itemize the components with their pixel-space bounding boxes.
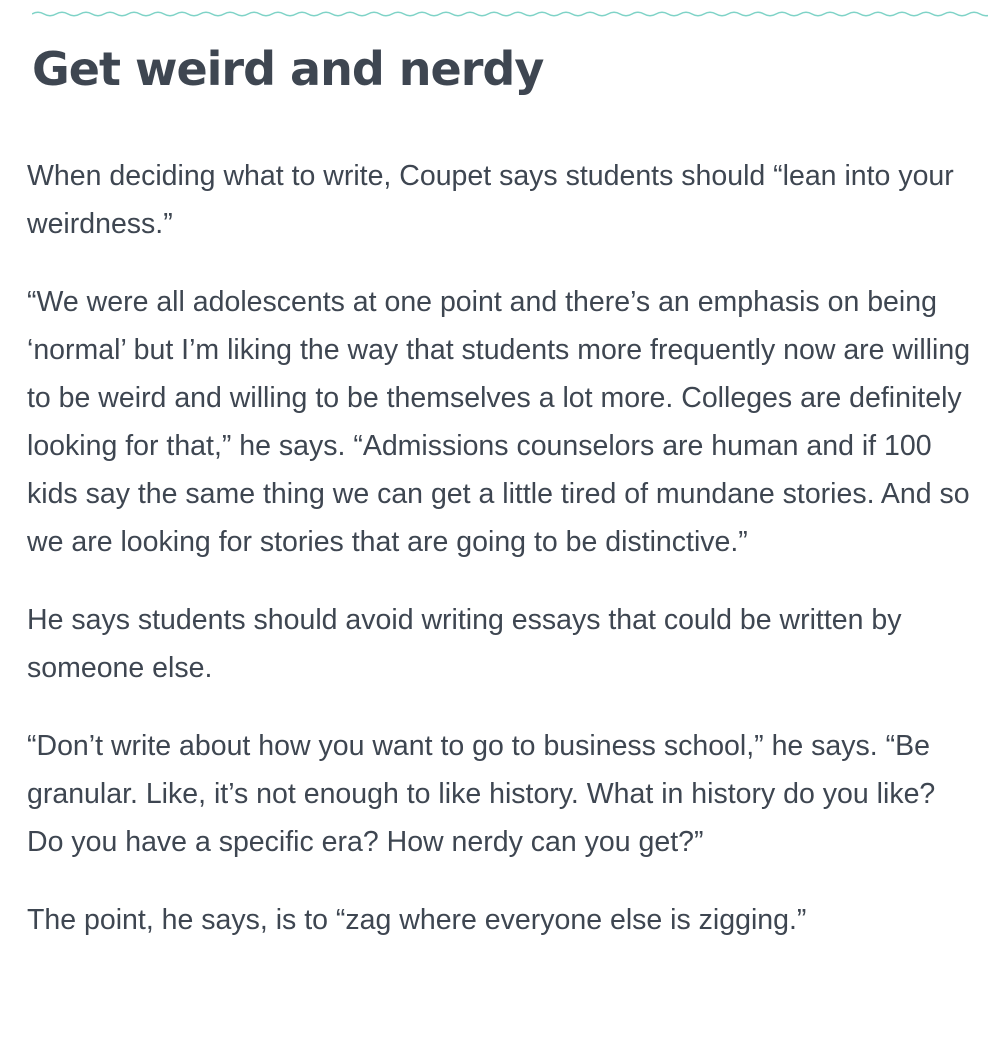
paragraph-3: He says students should avoid writing essays that could be written by someone else. xyxy=(27,604,902,684)
article-body xyxy=(27,152,972,974)
wavy-divider xyxy=(32,6,988,22)
section-heading: Get weird and nerdy xyxy=(32,42,544,96)
paragraph-5: The point, he says, is to “zag where everyone else is zigging.” xyxy=(27,904,807,936)
paragraph-1: When deciding what to write, Coupet says students should “lean into your weirdness.” xyxy=(27,160,954,240)
paragraph-2: “We were all adolescents at one point and there’s an emphasis on being ‘normal’ but I’m liking the way that students more frequently now are willing to be weird and willing to be themselves a lot more. Colleges are definitely looking for that,” he says. “Admissions counselors are human and if 100 kids say the same thing we can get a little tired of mundane stories. And so we are looking for stories that are going to be distinctive.” xyxy=(27,286,971,558)
paragraph-4: “Don’t write about how you want to go to business school,” he says. “Be granular. Like, it’s not enough to like history. What in history do you like? Do you have a specific era? How nerdy can you get?” xyxy=(27,730,936,858)
